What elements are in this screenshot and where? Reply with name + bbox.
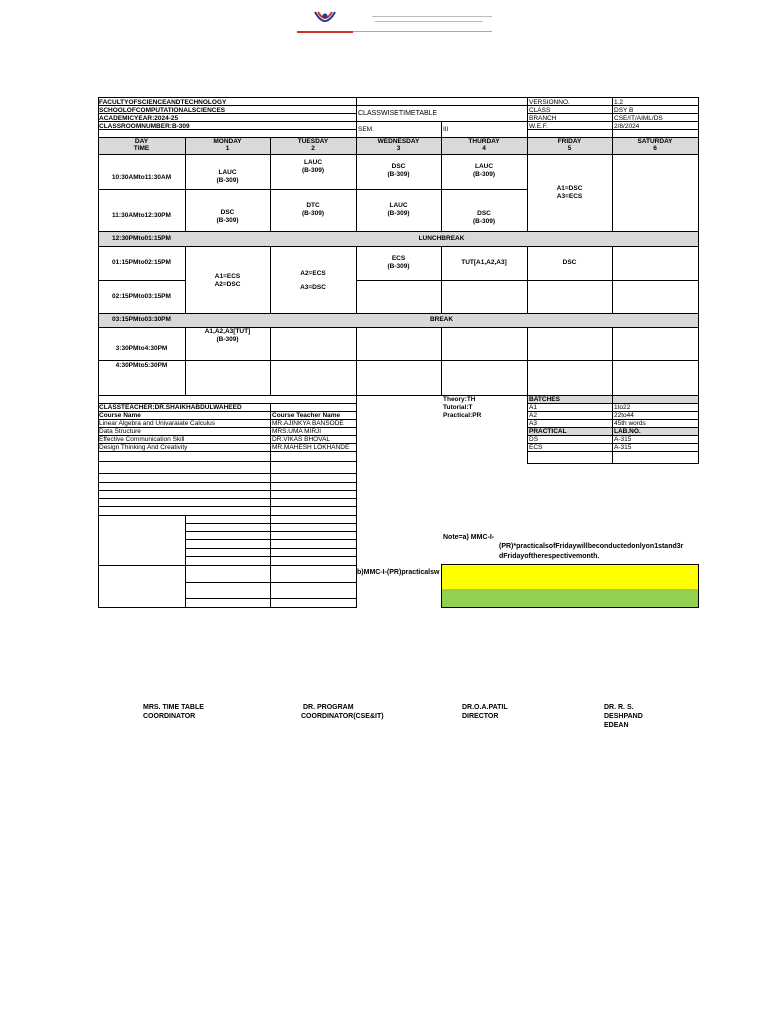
batch-line-2: A3=DSC [300,284,326,291]
slot-6-time: 4:30PMto5:30PM [115,362,168,369]
batch-line-1: A1=DSC [556,184,583,192]
saturday-number: 6 [653,145,657,152]
academic-year-label: ACADEMICYEAR:2024-25 [99,115,179,122]
thu-slot3: TUT[A1,A2,A3] [461,259,507,266]
signature-timetable-coordinator [143,703,253,721]
subject: DSC [220,209,235,216]
fri-slot3: DSC [562,259,577,266]
sig-line-2: COORDINATOR(CSE&IT) [301,713,384,720]
signature-dean [604,703,684,730]
sem-value: III [443,126,449,133]
batch-line-1: A1=ECS [214,273,241,280]
thu-slot2 [441,205,527,231]
version-value: 1.2 [614,99,624,106]
lab-ecs-name: ECS [529,444,543,451]
faculty-label: FACULTYOFSCIENCEANDTECHNOLOGY [99,99,227,106]
course-name-header: Course Name [99,412,141,419]
mon-slot1 [185,164,270,190]
wed-slot3 [356,250,441,276]
note-green-box [441,589,699,608]
sig-line-1: DR. PROGRAM [303,704,354,711]
sig-line-2: DIRECTOR [462,713,499,720]
school-label: SCHOOLOFCOMPUTATIONALSCIENCES [99,107,226,114]
friday-number: 5 [567,145,572,152]
header-fineprint [372,16,492,17]
thursday-number: 4 [482,145,486,152]
saturday-header: SATURDAY [637,138,673,145]
classroom-label: CLASSROOMNUMBER:B-309 [99,123,190,130]
batch-a1-name: A1 [529,404,537,411]
sig-line-1: DR. R. S. [604,704,634,711]
note-a-line3: dFridayoftherespectivemonth. [499,553,600,560]
subject: LAUC [218,169,237,176]
teacher-row-1: MR.AJINKYA BANSODE [272,420,344,427]
room: (B-309) [216,217,239,224]
legend-tutorial: Tutorial:T [443,404,473,411]
batch-line-2: A2=DSC [214,281,241,288]
batch-a2-name: A2 [529,412,537,419]
note-yellow-box [441,564,699,589]
university-logo [312,10,338,28]
subject: LAUC [389,202,408,209]
room: (B-309) [387,171,410,178]
sem-label: SEM. [358,126,374,133]
course-row-1: Linear Algebra and Univaraiate Calculus [99,420,215,427]
course-row-2: Data Structure [99,428,141,435]
lab-no-label: LAB.NO. [614,428,641,435]
note-a-line2: (PR)*practicalsofFridaywillbeconductedonlyon1stand3r [499,543,684,550]
wednesday-header: WEDNESDAY [377,138,420,145]
friday-header: FRIDAY [557,138,582,145]
tuesday-number: 2 [311,145,315,152]
sig-line-1: MRS. TIME TABLE [143,704,204,711]
sig-line-2: COORDINATOR [143,713,196,720]
tue-slot1 [270,154,356,180]
header-red-line [297,31,353,33]
break-time: 03:15PMto03:30PM [112,316,171,323]
sig-line-2: DESHPAND [604,713,643,720]
header-fineprint-2 [375,21,483,22]
class-value: DSY B [614,107,634,114]
batch-a1-range: 1to22 [614,404,631,411]
room: (B-309) [216,177,239,184]
lunch-label: LUNCHBREAK [418,234,465,242]
legend-practical: Practical:PR [443,412,482,419]
room: (B-309) [472,218,496,225]
wef-label: W.E.F. [529,123,548,130]
tuesday-header: TUESDAY [297,138,329,145]
header-grey-line [353,31,492,32]
lab-ds-name: DS [529,436,539,443]
course-row-3: Effective Communication Skill [99,436,185,443]
thursday-header: THURDAY [468,138,500,145]
branch-label: BRANCH [529,115,557,122]
subject: ECS [391,255,406,262]
class-teacher: CLASSTEACHER:DR.SHAIKHABDULWAHEED [99,404,242,411]
mon-slot34 [185,266,270,296]
room: (B-309) [216,336,239,343]
monday-header: MONDAY [213,138,242,145]
lab-ecs-room: A-315 [614,444,632,451]
note-b-line: b)MMC-I-(PR)practicalsw [357,569,440,576]
slot-3-time: 01:15PMto02:15PM [112,259,171,266]
tue-slot2 [270,197,356,223]
subject: A1,A2,A3[TUT] [204,328,251,335]
batch-a3-range: 45th words [614,420,646,427]
sig-line-1: DR.O.A.PATIL [462,704,508,711]
note-a-line1: Note=a) MMC-I- [443,534,495,541]
course-row-4: Design Thinking And Creativity [99,444,188,451]
teacher-row-3: DR.VIKAS BHOVAL [272,436,331,443]
wed-slot1 [356,158,441,184]
mon-slot2 [185,204,270,230]
legend-theory: Theory:TH [443,396,476,403]
wed-slot2 [356,197,441,223]
wednesday-number: 3 [396,145,401,152]
subject: LAUC [303,159,323,166]
batches-title: BATCHES [529,396,560,403]
batch-a2-range: 22to44 [614,412,634,419]
signature-director [462,703,552,721]
room: (B-309) [387,210,410,217]
tue-slot34 [270,266,356,296]
time-header: TIME [133,145,150,152]
batch-a3-name: A3 [529,420,537,427]
wef-value: 2/8/2024 [614,123,640,130]
room: (B-309) [301,210,325,217]
sig-line-3: EDEAN [604,722,629,729]
mon-slot5 [185,327,270,345]
subject: DTC [306,202,320,209]
signature-program-coordinator [301,703,421,721]
break-label: BREAK [429,316,454,323]
teacher-row-4: MR.MAHESH LOKHANDE [272,444,350,451]
monday-number: 1 [225,145,230,152]
teacher-row-2: MRS.UMA MIRJI [272,428,322,435]
class-label: CLASS [529,107,551,114]
batch-line-2: A3=ECS [556,192,583,200]
room: (B-309) [301,167,325,174]
fri-slot12 [527,154,612,231]
branch-value: CSE/IT/AIML/DS [614,115,663,122]
room: (B-309) [387,263,410,270]
subject: LAUC [474,163,494,170]
version-label: VERSIONNO. [529,99,570,106]
subject: DSC [477,210,491,217]
slot-4-time: 02:15PMto03:15PM [112,292,171,300]
room: (B-309) [472,171,496,178]
slot-1-time: 10:30AMto11:30AM [111,173,172,181]
lunch-time: 12:30PMto01:15PM [112,234,171,242]
slot-5-time: 3:30PMto4:30PM [115,345,168,352]
course-teacher-header: Course Teacher Name [272,412,341,419]
batch-line-1: A2=ECS [300,270,326,277]
subject: DSC [391,163,406,170]
practical-label: PRACTICAL [529,428,567,435]
thu-slot1 [441,158,527,184]
slot-2-time: 11:30AMto12:30PM [112,212,171,219]
lab-ds-room: A-315 [614,436,632,443]
timetable-title: CLASSWISETIMETABLE [358,110,438,117]
day-header: DAY [134,138,149,145]
